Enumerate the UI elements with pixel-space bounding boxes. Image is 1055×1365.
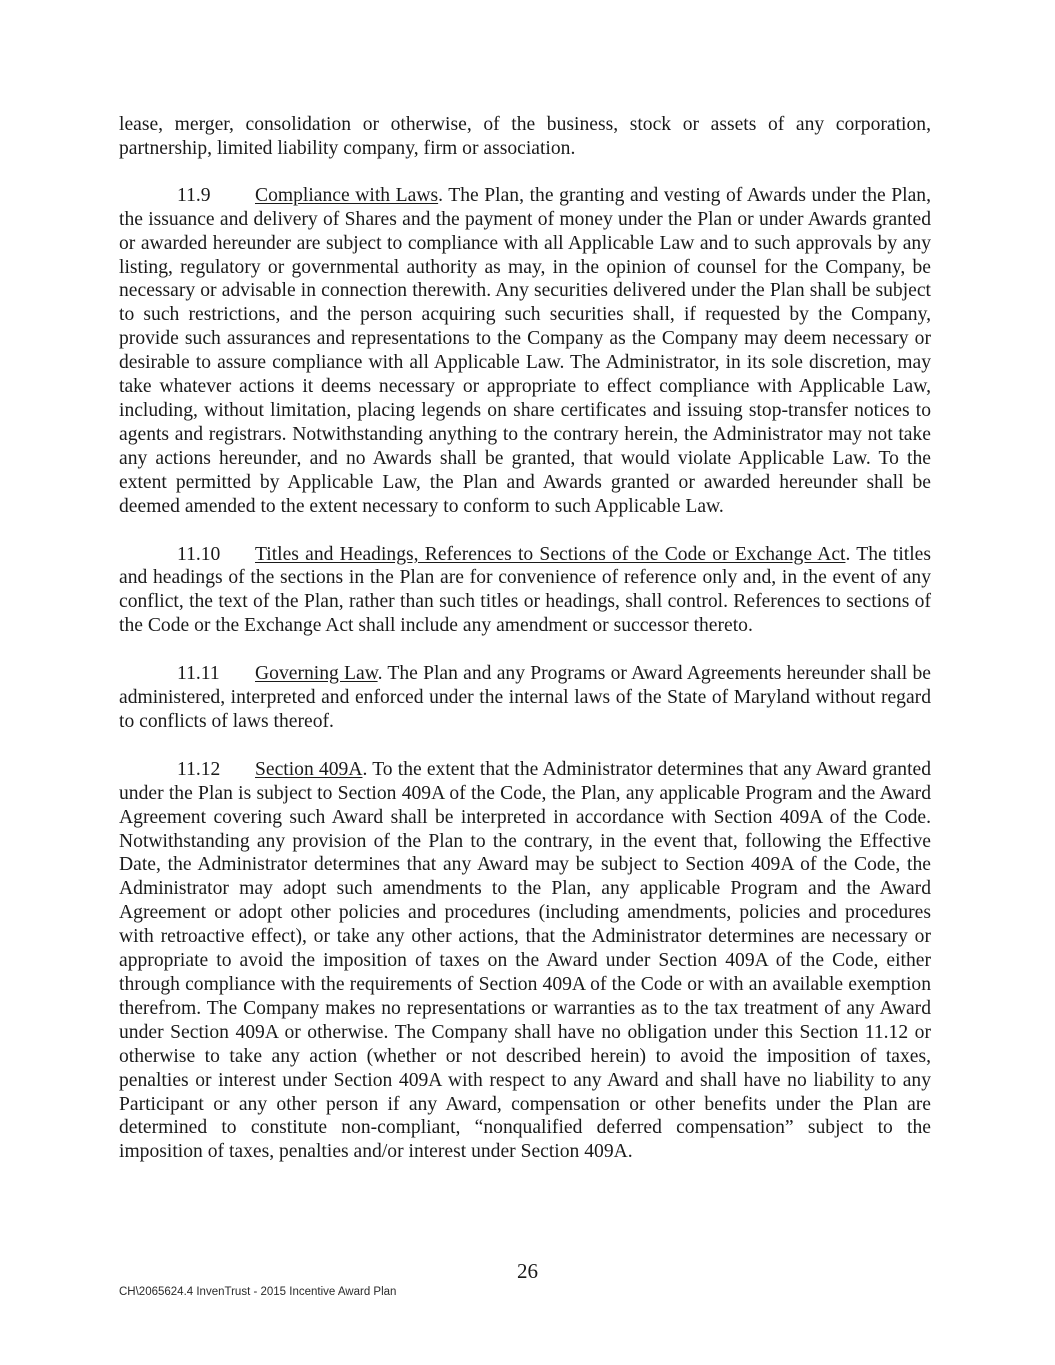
section-11-9 (119, 184, 931, 519)
section-number: 11.10 (177, 543, 221, 565)
section-title: Titles and Headings, References to Sections of the Code or Exchange Act (255, 543, 846, 565)
page-number: 26 (517, 1259, 538, 1283)
section-title: Compliance with Laws (255, 184, 439, 206)
section-text: . To the extent that the Administrator determines that any Award granted under the Plan is subject to Section 409A of the Code, the Plan, any applicable Program and the Award Agreement covering such Award shall be interpreted in accordance with Section 409A of the Code. Notwithstanding any provision of the Plan to the contrary, in the event that, following the Effective Date, the Administrator determines that any Award may be subject to Section 409A of the Code, the Administrator may adopt such amendments to the Plan, any applicable Program and the Award Agreement or adopt other policies and procedures (including amendments, policies and procedures with retroactive effect), or take any other actions, that the Administrator determines are necessary or appropriate to avoid the imposition of taxes on the Award under Section 409A of the Code, either through compliance with the requirements of Section 409A of the Code or with an available exemption therefrom. The Company makes no representations or warranties as to the tax treatment of any Award under Section 409A or otherwise. The Company shall have no obligation under this Section 11.12 or otherwise to take any action (whether or not described herein) to avoid the imposition of taxes, penalties or interest under Section 409A with respect to any Award and shall have no liability to any Participant or any other person if any Award, compensation or other benefits under the Plan are determined to constitute non-compliant, “nonqualified deferred compensation” subject to the imposition of taxes, penalties and/or interest under Section 409A. (119, 758, 932, 1163)
section-title: Section 409A (255, 758, 363, 780)
section-text: . The Plan and any Programs or Award Agreements hereunder shall be administered, interpreted and enforced under the internal laws of the State of Maryland without regard to conflicts of laws thereof. (119, 663, 931, 732)
section-11-12 (119, 758, 931, 1164)
section-title: Governing Law (255, 663, 378, 685)
section-11-10 (119, 543, 931, 639)
section-number: 11.11 (177, 663, 220, 685)
document-footer: CH\2065624.4 InvenTrust - 2015 Incentive Award Plan (119, 1286, 397, 1298)
document-body (119, 113, 931, 1188)
section-11-11 (119, 662, 931, 734)
paragraph-text: lease, merger, consolidation or otherwise, of the business, stock or assets of any corporation, partnership, limited liability company, firm or association. (119, 114, 931, 159)
section-number: 11.12 (177, 758, 221, 780)
section-number: 11.9 (177, 184, 211, 206)
section-text: . The titles and headings of the sections in the Plan are for convenience of reference only and, in the event of any conflict, the text of the Plan, rather than such titles or headings, shall control. References to sections of the Code or the Exchange Act shall include any amendment or successor thereto. (119, 543, 931, 637)
continued-paragraph (119, 113, 931, 161)
section-text: . The Plan, the granting and vesting of Awards under the Plan, the issuance and delivery of Shares and the payment of money under the Plan or under Awards granted or awarded hereunder are subject to compliance with all Applicable Law and to such approvals by any listing, regulatory or governmental authority as may, in the opinion of counsel for the Company, be necessary or advisable in connection therewith. Any securities delivered under the Plan shall be subject to such restrictions, and the person acquiring such securities shall, if requested by the Company, provide such assurances and representations to the Company as the Company may deem necessary or desirable to assure compliance with all Applicable Law. The Administrator, in its sole discretion, may take whatever actions it deems necessary or appropriate to effect compliance with Applicable Law, including, without limitation, placing legends on share certificates and issuing stop-transfer notices to agents and registrars. Notwithstanding anything to the contrary herein, the Administrator may not take any actions hereunder, and no Awards shall be granted, that would violate Applicable Law. To the extent permitted by Applicable Law, the Plan and Awards granted or awarded hereunder shall be deemed amended to the extent necessary to conform to such Applicable Law. (119, 184, 931, 517)
